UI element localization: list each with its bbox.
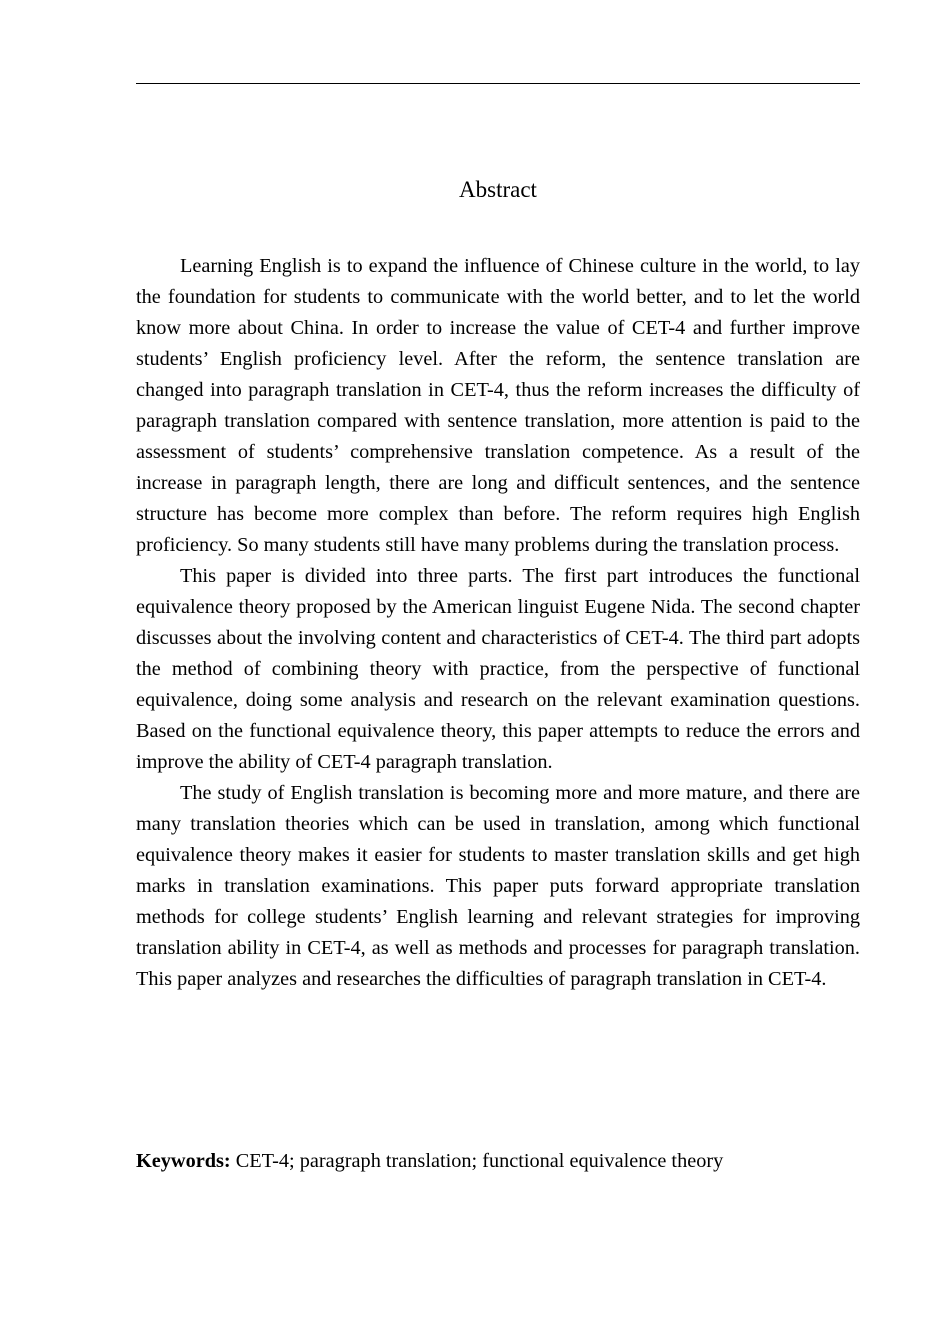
keywords-label: Keywords: [136, 1150, 231, 1172]
abstract-paragraph-2: This paper is divided into three parts. The first part introduces the functional equivalence theory proposed by the American linguist Eugene Nida. The second chapter discusses about the involving content and characteristics of CET-4. The third part adopts the method of combining theory with practice, from the perspective of functional equivalence, doing some analysis and research on the relevant examination questions. Based on the functional equivalence theory, this paper attempts to reduce the errors and improve the ability of CET-4 paragraph translation. [136, 565, 860, 773]
header-rule [136, 83, 860, 84]
page-title: Abstract [459, 177, 537, 202]
keywords-value: CET-4; paragraph translation; functional equivalence theory [235, 1150, 724, 1172]
keywords-line [136, 1146, 860, 1177]
abstract-body [136, 251, 860, 995]
abstract-paragraph-1: Learning English is to expand the influence of Chinese culture in the world, to lay the foundation for students to communicate with the world better, and to let the world know more about China. In order to increase the value of CET-4 and further improve students’ English proficiency level. After the reform, the sentence translation are changed into paragraph translation in CET-4, thus the reform increases the difficulty of paragraph translation compared with sentence translation, more attention is paid to the assessment of students’ comprehensive translation competence. As a result of the increase in paragraph length, there are long and difficult sentences, and the sentence structure has become more complex than before. The reform requires high English proficiency. So many students still have many problems during the translation process. [136, 255, 860, 556]
abstract-paragraph-3: The study of English translation is becoming more and more mature, and there are many translation theories which can be used in translation, among which functional equivalence theory makes it easier for students to master translation skills and get high marks in translation examinations. This paper puts forward appropriate translation methods for college students’ English learning and relevant strategies for improving translation ability in CET-4, as well as methods and processes for paragraph translation. This paper analyzes and researches the difficulties of paragraph translation in CET-4. [136, 782, 860, 990]
